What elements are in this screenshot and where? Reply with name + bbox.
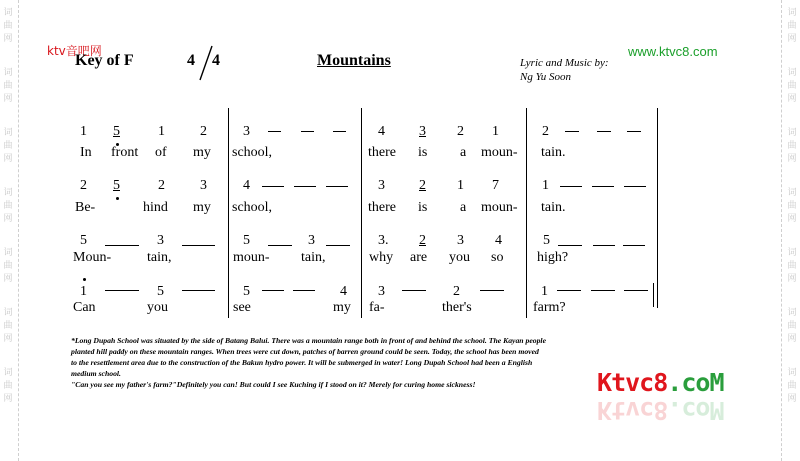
lyric: tain. [541,200,566,215]
lyric: is [418,200,428,215]
hold-dash [105,290,139,291]
watermark-glyph: 曲 [787,81,797,91]
watermark-glyph: 词 [3,68,13,78]
watermark-glyph: 曲 [3,21,13,31]
note: 4 [340,284,347,299]
hold-dash [262,290,284,291]
watermark-glyph: 网 [787,94,797,104]
note: 2 [453,284,460,299]
footnote-line: medium school. [71,369,121,378]
watermark-glyph: 曲 [3,261,13,271]
watermark-glyph: 曲 [787,21,797,31]
watermark-glyph: 网 [787,154,797,164]
bar-line [657,108,658,308]
watermark-glyph: 词 [787,248,797,258]
lyric: moun- [233,250,270,265]
lyric: my [193,200,211,215]
bar-line [526,108,527,318]
credit-composer: Ng Yu Soon [520,71,571,83]
bar-line [361,108,362,318]
watermark-glyph: 曲 [787,321,797,331]
note: 5 [243,284,250,299]
hold-dash [565,131,579,132]
note: 1 [80,124,87,139]
note: 3. [378,233,389,248]
lyric: moun- [481,200,518,215]
watermark-glyph: 曲 [3,381,13,391]
note: 7 [492,178,499,193]
note: 1 [492,124,499,139]
hold-dash [597,131,611,132]
site-url[interactable]: www.ktvc8.com [628,44,718,59]
note: 4 [495,233,502,248]
note: 1 [541,284,548,299]
hold-dash [182,290,215,291]
watermark-glyph: 曲 [787,261,797,271]
lyric: of [155,145,167,160]
footnote-line: *Long Dupah School was situated by the side of Batang Balui. There was a mountain range both in front of and behind the school. The Kayan people [71,336,546,345]
lyric: there [368,145,396,160]
hold-dash [624,290,648,291]
lyric: school, [232,200,273,215]
watermark-glyph: 网 [3,154,13,164]
note: 4 [243,178,250,193]
note: 1 [542,178,549,193]
lyric: tain. [541,145,566,160]
note: 5 [113,178,120,193]
note: 3 [157,233,164,248]
hold-dash [105,245,139,246]
note: 1 [158,124,165,139]
lyric: Be- [75,200,96,215]
watermark-glyph: 词 [3,248,13,258]
hold-dash [294,186,316,187]
watermark-glyph: 曲 [787,381,797,391]
watermark-glyph: 网 [3,274,13,284]
lyric: Moun- [73,250,112,265]
watermark-glyph: 网 [787,34,797,44]
note: 2 [542,124,549,139]
note: 2 [419,233,426,248]
right-watermark-strip [778,0,800,461]
lyric: tain, [301,250,326,265]
watermark-glyph: 曲 [3,141,13,151]
watermark-glyph: 网 [3,394,13,404]
lyric: my [333,300,351,315]
note: 3 [243,124,250,139]
note: 1 [457,178,464,193]
lyric: a [460,145,467,160]
hold-dash [262,186,284,187]
note: 3 [378,178,385,193]
right-dashed-line [781,0,782,461]
note: 3 [200,178,207,193]
note: 5 [243,233,250,248]
site-logo[interactable] [597,368,724,425]
watermark-glyph: 网 [3,94,13,104]
site-name-cn[interactable]: ktv音吧网 [47,44,102,58]
watermark-glyph: 网 [787,274,797,284]
logo-reflection: Ktvc8.coM [597,396,724,425]
watermark-glyph: 词 [3,8,13,18]
watermark-glyph: 曲 [3,81,13,91]
logo-com: coM [681,368,724,397]
watermark-glyph: 词 [3,308,13,318]
lyric: are [410,250,428,265]
footnote-line: planted hill paddy on these mountain ranges. When trees were cut down, patches of barren ground could be seen. Today, the school has been moved [71,347,539,356]
watermark-glyph: 网 [787,334,797,344]
note: 2 [200,124,207,139]
hold-dash [592,186,614,187]
lyric: fa- [369,300,385,315]
watermark-glyph: 网 [787,394,797,404]
watermark-glyph: 曲 [787,141,797,151]
hold-dash [268,245,292,246]
song-title: Mountains [317,52,391,69]
watermark-glyph: 词 [787,368,797,378]
hold-dash [593,245,615,246]
watermark-glyph: 词 [3,368,13,378]
note: 5 [80,233,87,248]
lyric: front [111,145,139,160]
watermark-glyph: 网 [3,214,13,224]
note: 4 [378,124,385,139]
lyric: farm? [533,300,566,315]
note: 1 [80,284,87,299]
hold-dash [301,131,314,132]
lyric: you [147,300,168,315]
note: 2 [80,178,87,193]
hold-dash [326,245,350,246]
hold-dash [627,131,641,132]
hold-dash [333,131,346,132]
lyric: Can [73,300,96,315]
hold-dash [623,245,645,246]
note: 3 [308,233,315,248]
key-signature: Key of F [75,52,134,69]
watermark-glyph: 词 [787,188,797,198]
hold-dash [182,245,215,246]
bar-line [228,108,229,318]
note: 5 [113,124,120,139]
left-watermark-strip [0,0,22,461]
watermark-glyph: 词 [787,308,797,318]
note: 2 [457,124,464,139]
time-sig-bottom: 4 [212,52,220,69]
watermark-glyph: 词 [787,128,797,138]
lyric: is [418,145,428,160]
upper-octave-dot [83,278,86,281]
lyric: you [449,250,470,265]
lyric: ther's [442,300,472,315]
logo-dot: . [667,368,682,397]
note: 2 [419,178,426,193]
lyric: In [80,145,92,160]
lyric: see [233,300,251,315]
lyric: my [193,145,211,160]
note: 5 [543,233,550,248]
lyric: hind [143,200,168,215]
watermark-glyph: 词 [787,8,797,18]
watermark-glyph: 词 [3,128,13,138]
hold-dash [480,290,504,291]
watermark-glyph: 曲 [3,321,13,331]
footnote-line: to the resettlement area due to the construction of the Bakun hydro power. It will be submerged in water! Long Dupah School had been a English [71,358,533,367]
watermark-glyph: 网 [3,334,13,344]
lower-octave-dot [116,197,119,200]
logo-k: K [597,368,612,397]
credit-line: Lyric and Music by: [520,57,609,69]
lyric: moun- [481,145,518,160]
lyric: high? [537,250,569,265]
watermark-glyph: 曲 [3,201,13,211]
note: 3 [457,233,464,248]
watermark-glyph: 网 [3,34,13,44]
watermark-glyph: 词 [3,188,13,198]
note: 2 [158,178,165,193]
hold-dash [560,186,582,187]
hold-dash [624,186,646,187]
hold-dash [558,245,582,246]
hold-dash [326,186,348,187]
hold-dash [591,290,615,291]
left-dashed-line [18,0,19,461]
lyric: a [460,200,467,215]
lyric: there [368,200,396,215]
time-sig-top: 4 [187,52,195,69]
hold-dash [268,131,281,132]
logo-tvc8: tvc8 [611,368,668,397]
final-bar-line [653,283,654,307]
note: 3 [378,284,385,299]
note: 3 [419,124,426,139]
hold-dash [402,290,426,291]
lyric: why [369,250,394,265]
lyric: so [491,250,504,265]
hold-dash [557,290,581,291]
watermark-glyph: 曲 [787,201,797,211]
watermark-glyph: 网 [787,214,797,224]
lyric: tain, [147,250,172,265]
hold-dash [293,290,315,291]
note: 5 [157,284,164,299]
lyric: school, [232,145,273,160]
footnote-line: "Can you see my father's farm?"Definitely you can! But could I see Kuching if I stood on it? Merely for curing home sickness! [71,380,476,389]
watermark-glyph: 词 [787,68,797,78]
